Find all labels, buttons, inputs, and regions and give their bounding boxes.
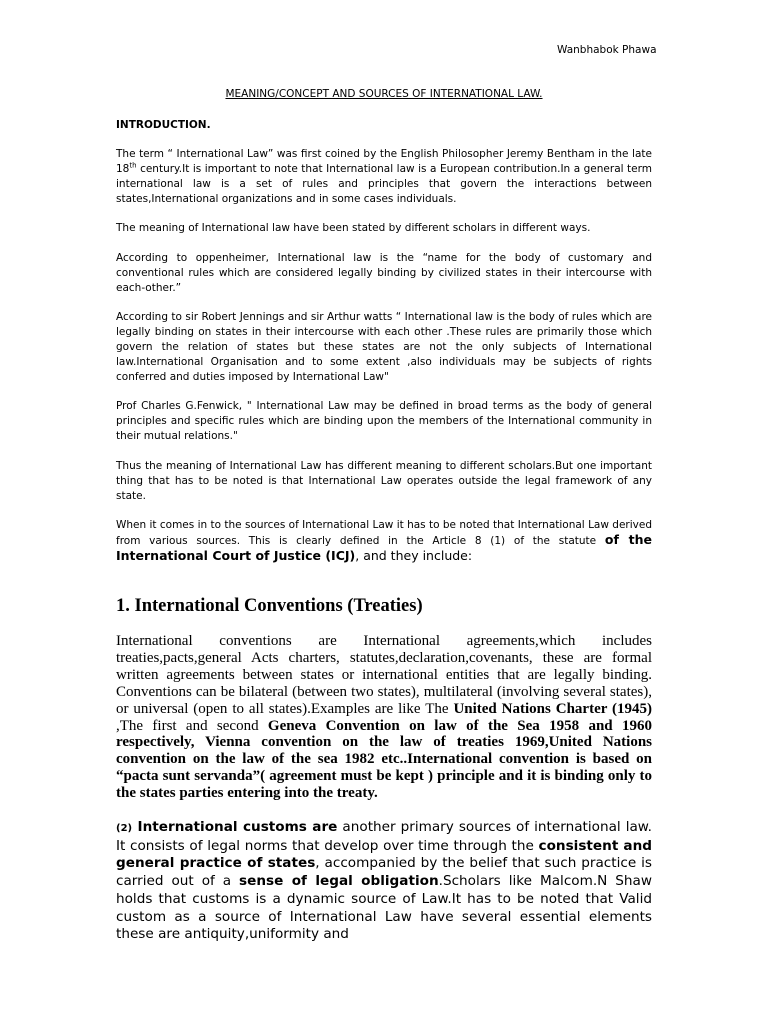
- paragraph-conclusion: Thus the meaning of International Law has different meaning to different scholars.But one important thing that has to be noted is that International Law operates outside the legal framework of any state.: [116, 460, 652, 502]
- paragraph-text: The term “ International Law” was first coined by the English Philosopher Jeremy Bentham in the late 18: [116, 148, 652, 175]
- intro-heading: INTRODUCTION.: [116, 119, 211, 131]
- paragraph-text: , and they include:: [355, 547, 473, 563]
- paragraph-text: ,The first and second: [116, 717, 268, 734]
- paragraph-fenwick: Prof Charles G.Fenwick, " International Law may be defined in broad terms as the body of general principles and specific rules which are binding upon the members of the International community in their mutual relations.": [116, 400, 652, 442]
- paragraph-text: another primary sources of international law. It consists of legal norms that develop over time through the: [116, 819, 652, 854]
- practice-of-states: consistent and general practice of states: [116, 837, 652, 872]
- paragraph-text: International conventions are International agreements,which includes treaties,pacts,general Acts charters, statutes,declaration,covenants, these are formal written agreements between states or international entities that are legally binding. Conventions can be bilateral (between two states), multilateral (involving several states), or universal (open to all states).Examples are like The: [116, 633, 652, 717]
- section-number: (2): [116, 823, 133, 834]
- paragraph-origin: [116, 147, 652, 207]
- legal-obligation: sense of legal obligation: [239, 873, 439, 890]
- un-charter-reference: United Nations Charter (1945): [453, 700, 652, 717]
- icj-reference: of the International Court of Justice (ICJ): [116, 531, 652, 563]
- paragraph-text: .Scholars like Malcom.N Shaw holds that customs is a dynamic source of Law.It has to be noted that Valid custom as a source of International Law have several essential elements these are antiquity,uniformity and: [116, 873, 652, 943]
- paragraph-text: century.It is important to note that International law is a European contribution.In a general term international law is a set of rules and principles that govern the interactions between states,International organizations and in some cases individuals.: [116, 162, 652, 205]
- section-heading-conventions: 1. International Conventions (Treaties): [116, 596, 423, 616]
- paragraph-oppenheimer: According to oppenheimer, International law is the “name for the body of customary and conventional rules which are considered legally binding by civilized states in their intercourse with each-other.”: [116, 252, 652, 294]
- paragraph-jennings-watts: According to sir Robert Jennings and sir Arthur watts “ International law is the body of rules which are legally binding on states in their intercourse with each other .These rules are primarily those which govern the relation of states but these states are not the only subjects of International law.International Organisation and to some extent ,also individuals may be subjects of rights conferred and duties imposed by International Law": [116, 311, 652, 383]
- paragraph-meaning: The meaning of International law have been stated by different scholars in different ways.: [116, 222, 591, 234]
- conventions-list: Geneva Convention on law of the Sea 1958 and 1960 respectively, Vienna convention on the law of treaties 1969,United Nations convention on the law of the sea 1982 etc..International convention is based on “pacta sunt servanda”( agreement must be kept ) principle and it is binding only to the states parties entering into the treaty.: [116, 717, 652, 802]
- customs-heading: International customs are: [132, 819, 338, 835]
- paragraph-sources: [116, 518, 652, 565]
- superscript: th: [129, 161, 137, 170]
- paragraph-text: When it comes in to the sources of International Law it has to be noted that International Law derived from various sources. This is clearly defined in the Article 8 (1) of the statute: [116, 519, 652, 547]
- paragraph-text: , accompanied by the belief that such practice is carried out of a: [116, 855, 653, 890]
- paragraph-customs: [116, 819, 652, 944]
- author-name: Wanbhabok Phawa: [557, 44, 657, 56]
- paragraph-conventions: [116, 633, 652, 802]
- document-title: MEANING/CONCEPT AND SOURCES OF INTERNATIONAL LAW.: [225, 88, 543, 100]
